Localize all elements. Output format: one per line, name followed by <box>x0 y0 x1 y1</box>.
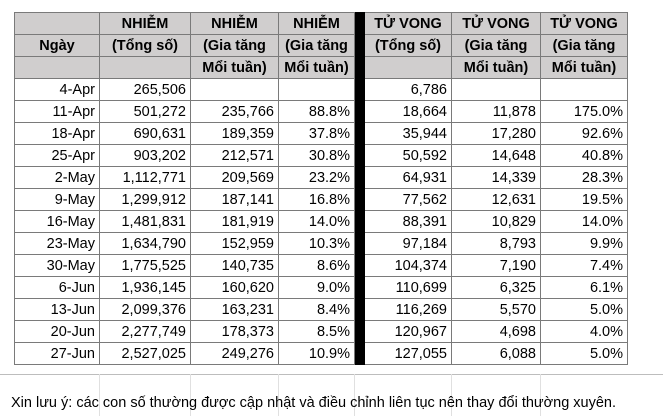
cases-weekly-cell[interactable]: 235,766 <box>191 101 279 123</box>
header-cell[interactable] <box>100 57 191 79</box>
deaths-pct-cell[interactable]: 6.1% <box>541 277 628 299</box>
date-cell[interactable]: 20-Jun <box>15 321 100 343</box>
date-cell[interactable]: 18-Apr <box>15 123 100 145</box>
column-separator <box>355 233 365 255</box>
deaths-total-cell[interactable]: 116,269 <box>365 299 452 321</box>
cases-pct-cell[interactable]: 30.8% <box>279 145 355 167</box>
deaths-total-cell[interactable]: 50,592 <box>365 145 452 167</box>
header-cell[interactable]: (Tổng số) <box>365 35 452 57</box>
table-row <box>15 189 628 211</box>
deaths-pct-cell[interactable]: 19.5% <box>541 189 628 211</box>
deaths-weekly-cell[interactable]: 8,793 <box>452 233 541 255</box>
cases-total-cell[interactable]: 1,775,525 <box>100 255 191 277</box>
deaths-total-cell[interactable]: 64,931 <box>365 167 452 189</box>
date-cell[interactable]: 11-Apr <box>15 101 100 123</box>
header-cell[interactable] <box>365 57 452 79</box>
cases-pct-cell[interactable]: 16.8% <box>279 189 355 211</box>
column-separator <box>355 79 365 101</box>
table-row <box>15 343 628 365</box>
cases-weekly-cell[interactable]: 178,373 <box>191 321 279 343</box>
date-cell[interactable]: 6-Jun <box>15 277 100 299</box>
table-row <box>15 321 628 343</box>
column-separator <box>355 211 365 233</box>
deaths-pct-cell[interactable] <box>541 79 628 101</box>
date-cell[interactable]: 16-May <box>15 211 100 233</box>
header-row-2 <box>15 35 628 57</box>
header-cell[interactable] <box>15 57 100 79</box>
header-cell[interactable]: Mổi tuần) <box>279 57 355 79</box>
deaths-total-cell[interactable]: 97,184 <box>365 233 452 255</box>
date-cell[interactable]: 23-May <box>15 233 100 255</box>
column-separator <box>355 101 365 123</box>
deaths-pct-cell[interactable]: 9.9% <box>541 233 628 255</box>
cases-pct-cell[interactable]: 8.6% <box>279 255 355 277</box>
table-row <box>15 123 628 145</box>
column-separator <box>355 145 365 167</box>
table-row <box>15 255 628 277</box>
deaths-weekly-cell[interactable]: 10,829 <box>452 211 541 233</box>
cases-pct-cell[interactable]: 10.9% <box>279 343 355 365</box>
column-separator <box>355 343 365 365</box>
header-cell[interactable]: Ngày <box>15 35 100 57</box>
deaths-total-cell[interactable]: 18,664 <box>365 101 452 123</box>
cases-pct-cell[interactable]: 37.8% <box>279 123 355 145</box>
header-cell[interactable]: (Tổng số) <box>100 35 191 57</box>
deaths-weekly-cell[interactable]: 5,570 <box>452 299 541 321</box>
date-cell[interactable]: 30-May <box>15 255 100 277</box>
deaths-weekly-cell[interactable]: 17,280 <box>452 123 541 145</box>
cases-pct-cell[interactable] <box>279 79 355 101</box>
header-cell[interactable]: Mổi tuần) <box>541 57 628 79</box>
cases-pct-cell[interactable]: 10.3% <box>279 233 355 255</box>
table-row <box>15 101 628 123</box>
deaths-weekly-cell[interactable]: 6,325 <box>452 277 541 299</box>
column-separator <box>355 13 365 35</box>
table-row <box>15 211 628 233</box>
cases-weekly-cell[interactable]: 160,620 <box>191 277 279 299</box>
cases-pct-cell[interactable]: 8.4% <box>279 299 355 321</box>
deaths-weekly-cell[interactable]: 7,190 <box>452 255 541 277</box>
cases-total-cell[interactable]: 501,272 <box>100 101 191 123</box>
date-cell[interactable]: 27-Jun <box>15 343 100 365</box>
table-row <box>15 233 628 255</box>
top-strip <box>0 0 663 12</box>
cases-weekly-cell[interactable]: 189,359 <box>191 123 279 145</box>
table-row <box>15 167 628 189</box>
deaths-total-cell[interactable]: 35,944 <box>365 123 452 145</box>
header-cell[interactable]: TỬ VONG <box>452 13 541 35</box>
table-row <box>15 79 628 101</box>
header-cell[interactable]: (Gia tăng <box>452 35 541 57</box>
cases-weekly-cell[interactable]: 140,735 <box>191 255 279 277</box>
cases-total-cell[interactable]: 1,481,831 <box>100 211 191 233</box>
deaths-pct-cell[interactable]: 28.3% <box>541 167 628 189</box>
header-cell[interactable]: NHIỄM <box>100 13 191 35</box>
deaths-total-cell[interactable]: 120,967 <box>365 321 452 343</box>
deaths-pct-cell[interactable]: 4.0% <box>541 321 628 343</box>
column-separator <box>355 167 365 189</box>
cases-pct-cell[interactable]: 14.0% <box>279 211 355 233</box>
cases-total-cell[interactable]: 690,631 <box>100 123 191 145</box>
deaths-weekly-cell[interactable]: 4,698 <box>452 321 541 343</box>
cases-weekly-cell[interactable]: 163,231 <box>191 299 279 321</box>
column-separator <box>355 255 365 277</box>
cases-total-cell[interactable]: 903,202 <box>100 145 191 167</box>
cases-weekly-cell[interactable]: 181,919 <box>191 211 279 233</box>
cases-weekly-cell[interactable]: 209,569 <box>191 167 279 189</box>
covid-data-table <box>14 12 628 365</box>
deaths-total-cell[interactable]: 6,786 <box>365 79 452 101</box>
deaths-pct-cell[interactable]: 175.0% <box>541 101 628 123</box>
deaths-weekly-cell[interactable]: 14,339 <box>452 167 541 189</box>
column-separator <box>355 189 365 211</box>
header-cell[interactable]: (Gia tăng <box>541 35 628 57</box>
deaths-pct-cell[interactable]: 5.0% <box>541 343 628 365</box>
column-separator <box>355 299 365 321</box>
deaths-pct-cell[interactable]: 40.8% <box>541 145 628 167</box>
footnote-text[interactable]: Xin lưu ý: các con số thường được cập nhật và điều chỉnh liên tục nên thay đổi thường xuyên. <box>11 395 617 411</box>
date-cell[interactable]: 2-May <box>15 167 100 189</box>
deaths-weekly-cell[interactable]: 11,878 <box>452 101 541 123</box>
cases-total-cell[interactable]: 1,936,145 <box>100 277 191 299</box>
deaths-total-cell[interactable]: 77,562 <box>365 189 452 211</box>
header-cell[interactable] <box>15 13 100 35</box>
header-cell[interactable]: NHIỄM <box>279 13 355 35</box>
deaths-total-cell[interactable]: 104,374 <box>365 255 452 277</box>
cases-weekly-cell[interactable]: 152,959 <box>191 233 279 255</box>
deaths-pct-cell[interactable]: 5.0% <box>541 299 628 321</box>
deaths-pct-cell[interactable]: 7.4% <box>541 255 628 277</box>
table-row <box>15 299 628 321</box>
cases-total-cell[interactable]: 1,112,771 <box>100 167 191 189</box>
cases-total-cell[interactable]: 2,527,025 <box>100 343 191 365</box>
deaths-weekly-cell[interactable]: 6,088 <box>452 343 541 365</box>
deaths-total-cell[interactable]: 127,055 <box>365 343 452 365</box>
deaths-weekly-cell[interactable]: 14,648 <box>452 145 541 167</box>
date-cell[interactable]: 9-May <box>15 189 100 211</box>
table-row <box>15 145 628 167</box>
column-separator <box>355 123 365 145</box>
column-separator <box>355 321 365 343</box>
header-cell[interactable]: (Gia tăng <box>279 35 355 57</box>
cases-total-cell[interactable]: 2,099,376 <box>100 299 191 321</box>
header-cell[interactable]: TỬ VONG <box>541 13 628 35</box>
deaths-weekly-cell[interactable]: 12,631 <box>452 189 541 211</box>
column-separator <box>355 277 365 299</box>
cases-total-cell[interactable]: 1,634,790 <box>100 233 191 255</box>
deaths-total-cell[interactable]: 110,699 <box>365 277 452 299</box>
header-row-1 <box>15 13 628 35</box>
date-cell[interactable]: 25-Apr <box>15 145 100 167</box>
header-row-3 <box>15 57 628 79</box>
cases-pct-cell[interactable]: 88.8% <box>279 101 355 123</box>
cases-total-cell[interactable]: 1,299,912 <box>100 189 191 211</box>
cases-weekly-cell[interactable] <box>191 79 279 101</box>
header-cell[interactable]: (Gia tăng <box>191 35 279 57</box>
cases-total-cell[interactable]: 2,277,749 <box>100 321 191 343</box>
cases-pct-cell[interactable]: 9.0% <box>279 277 355 299</box>
date-cell[interactable]: 13-Jun <box>15 299 100 321</box>
deaths-pct-cell[interactable]: 92.6% <box>541 123 628 145</box>
table-row <box>15 277 628 299</box>
cases-total-cell[interactable]: 265,506 <box>100 79 191 101</box>
header-cell[interactable]: TỬ VONG <box>365 13 452 35</box>
cases-pct-cell[interactable]: 23.2% <box>279 167 355 189</box>
deaths-weekly-cell[interactable] <box>452 79 541 101</box>
cases-weekly-cell[interactable]: 187,141 <box>191 189 279 211</box>
date-cell[interactable]: 4-Apr <box>15 79 100 101</box>
cases-pct-cell[interactable]: 8.5% <box>279 321 355 343</box>
header-cell[interactable]: Mổi tuần) <box>452 57 541 79</box>
deaths-total-cell[interactable]: 88,391 <box>365 211 452 233</box>
column-separator <box>355 57 365 79</box>
column-separator <box>355 35 365 57</box>
header-cell[interactable]: Mổi tuần) <box>191 57 279 79</box>
header-cell[interactable]: NHIỄM <box>191 13 279 35</box>
cases-weekly-cell[interactable]: 212,571 <box>191 145 279 167</box>
deaths-pct-cell[interactable]: 14.0% <box>541 211 628 233</box>
cases-weekly-cell[interactable]: 249,276 <box>191 343 279 365</box>
